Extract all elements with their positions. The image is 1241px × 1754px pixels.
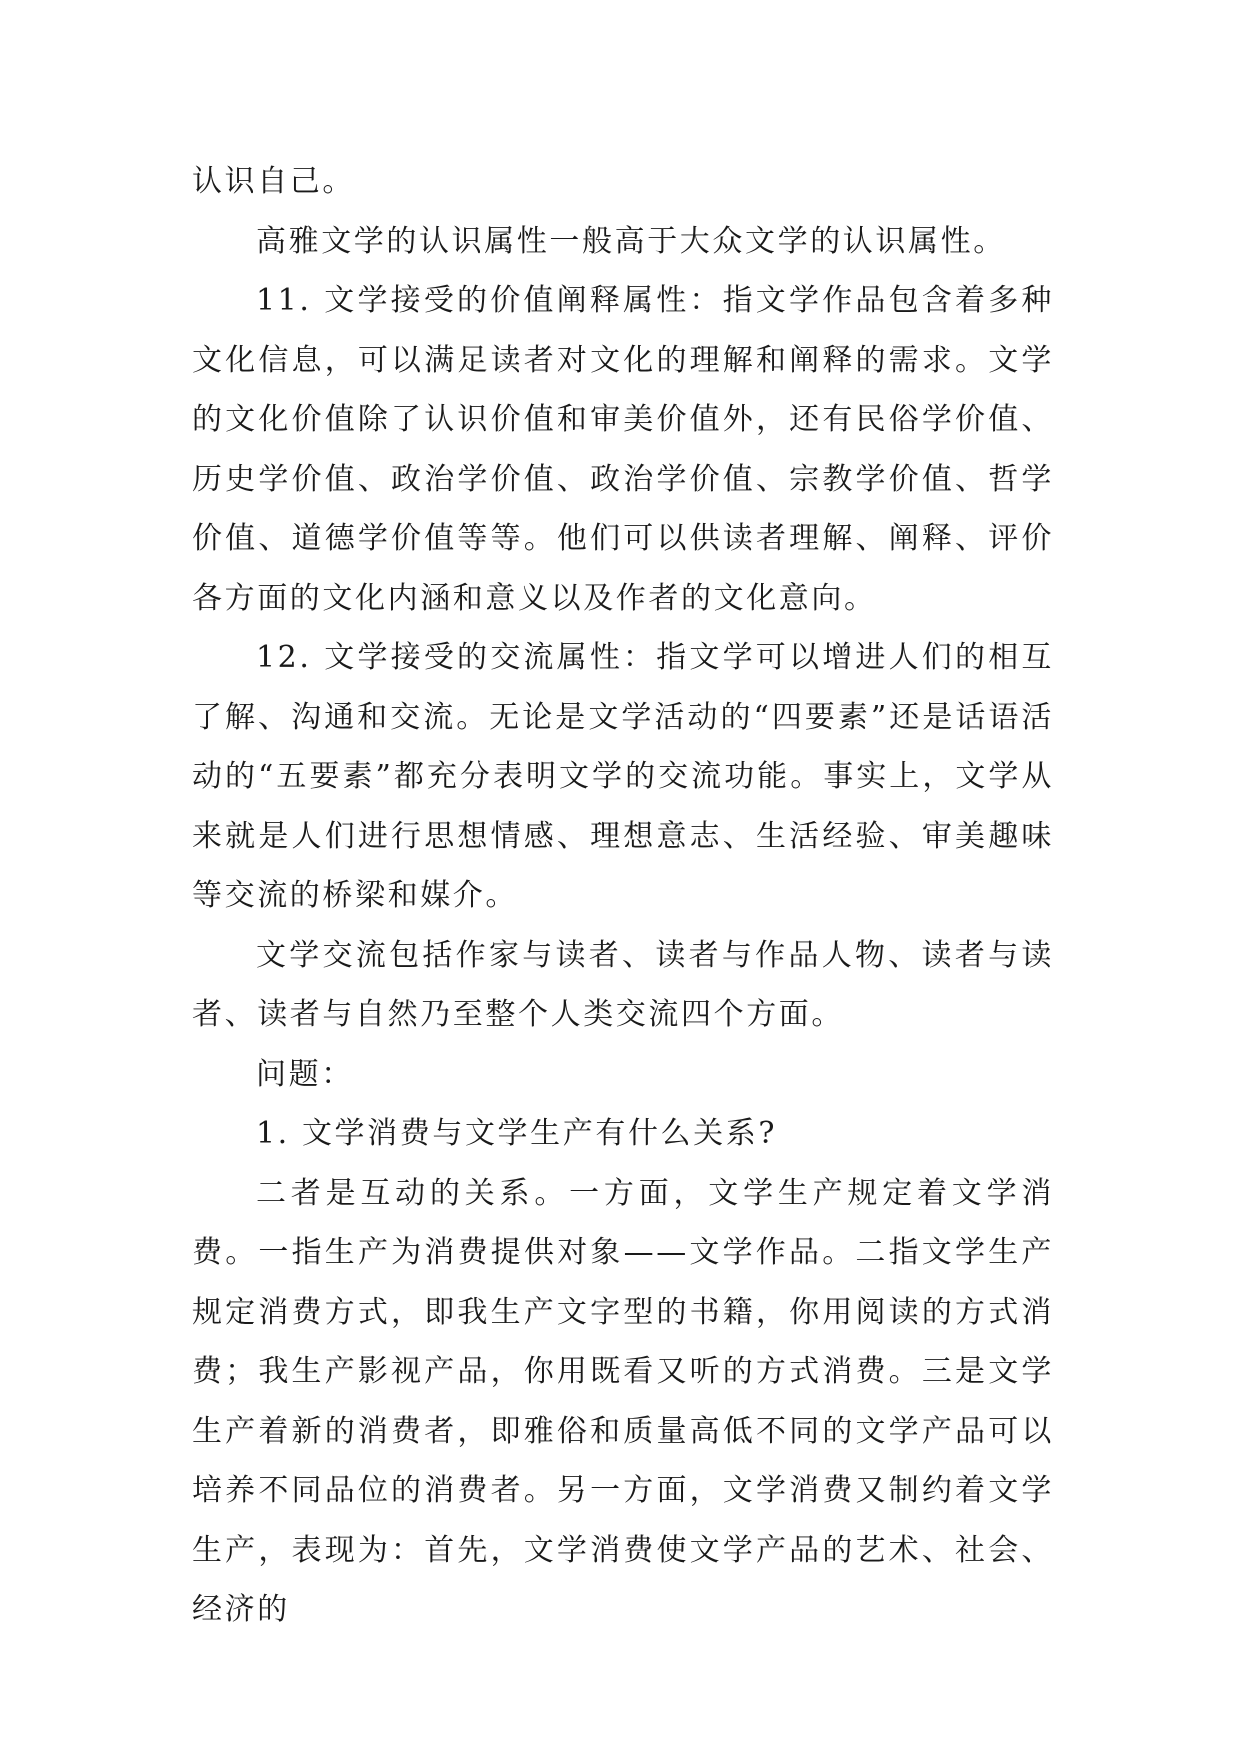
- paragraph-continuation: 认识自己。: [192, 164, 355, 199]
- document-body: [192, 152, 1054, 1640]
- question-1: 1. 文学消费与文学生产有什么关系?: [256, 1116, 778, 1151]
- section-heading-questions: 问题：: [256, 1056, 354, 1092]
- answer-1: 二者是互动的关系。一方面，文学生产规定着文学消费。一指生产为消费提供对象——文学作品。二指文学生产规定消费方式，即我生产文字型的书籍，你用阅读的方式消费；我生产影视产品，你用既看又听的方式消费。三是文学生产着新的消费者，即雅俗和质量高低不同的文学产品可以培养不同品位的消费者。另一方面，文学消费又制约着文学生产，表现为：首先，文学消费使文学产品的艺术、社会、经济的: [192, 1175, 1054, 1627]
- paragraph-item-12: 12. 文学接受的交流属性：指文学可以增进人们的相互了解、沟通和交流。无论是文学活动的“四要素”还是话语活动的“五要素”都充分表明文学的交流功能。事实上，文学从来就是人们进行思想情感、理想意志、生活经验、审美趣味等交流的桥梁和媒介。: [192, 640, 1054, 913]
- paragraph-cognition-note: 高雅文学的认识属性一般高于大众文学的认识属性。: [256, 223, 1006, 259]
- paragraph-exchange-aspects: 文学交流包括作家与读者、读者与作品人物、读者与读者、读者与自然乃至整个人类交流四个方面。: [192, 937, 1054, 1032]
- paragraph-item-11: 11. 文学接受的价值阐释属性：指文学作品包含着多种文化信息，可以满足读者对文化的理解和阐释的需求。文学的文化价值除了认识价值和审美价值外，还有民俗学价值、历史学价值、政治学价值、政治学价值、宗教学价值、哲学价值、道德学价值等等。他们可以供读者理解、阐释、评价各方面的文化内涵和意义以及作者的文化意向。: [192, 283, 1054, 616]
